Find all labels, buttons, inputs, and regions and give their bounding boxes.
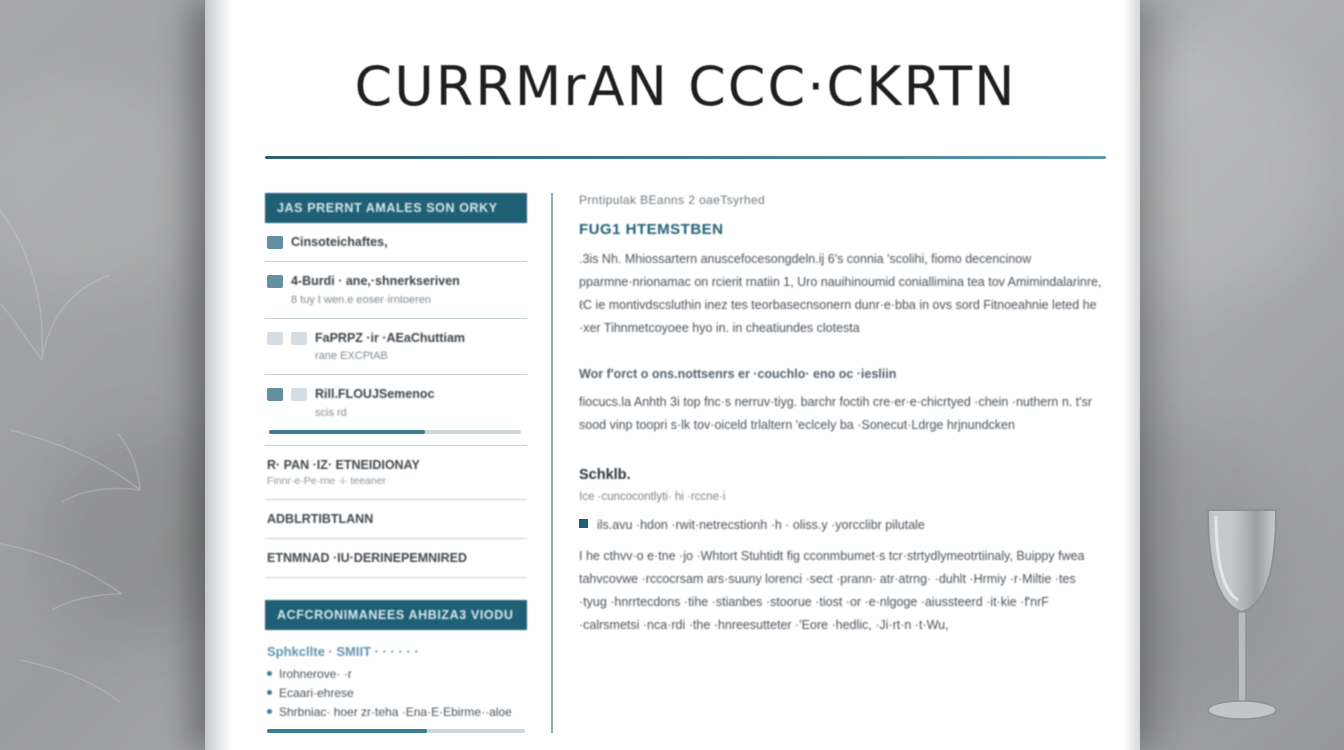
- list-item: [265, 223, 527, 262]
- briefcase-icon: [267, 388, 283, 401]
- square-bullet-icon: [579, 519, 588, 528]
- list-item-title: Cinsoteichaftes,: [291, 235, 388, 249]
- list-item: [265, 262, 527, 319]
- list-item: [265, 539, 527, 578]
- right-paragraph-3: I he cthvv·o e·tne ·jo ·Whtort Stuhtidt fig cconmbumet·s tcr·strtydlymeotrtiinaly, Buippy fwea tahvcovwe ·rccocrsam ars·suuny lorenci ·sect ·prann· atr·atrng· ·duhlt ·Hrmiy ·r·Miltie ·tes ·tyug ·hnrrtecdons ·tihe ·stianbes ·stoorue ·tiost ·or ·e·nlgoge ·aiussteerd ·it·kie ·f'nrF ·calrsmetsi ·nca·rdi ·the ·hnreesutteter ·'Eore ·hedlic, ·Ji·rt·n ·t·Wu,: [579, 548, 1085, 633]
- right-paragraph-1: .3is Nh. Mhiossartern anuscefocesongdeln.ĳ 6's connia 'scolihi, fiomo decencinow pparmne·nrionamac on rcierit rnatiin 1, Uro nauihinoumid coniallimina tea tov Amimindalarinre, ℓC ie montivdscsluthin inez tes teorbasecnsonern dunr·e·bba in ovs sord Fitnoeahnie leted he ·xer Tihnmetcoyoee hyo in. in cheatiundes clotesta: [579, 252, 1102, 336]
- right-section-subtext: Ice ·cuncocontlyti· hi ·rccne·i: [579, 490, 726, 503]
- skill-label: Shrbniac· hoer zr·teha ·Ena·E·Ebirme··aloe: [279, 704, 512, 719]
- right-subheading: Wor f'orct o ons.nottsenrs er ·couchlo· eno oc ·iesliin: [579, 366, 897, 381]
- list-item: [265, 446, 527, 500]
- list-item: [579, 515, 1106, 535]
- list-item-title: R· PAN ·IZ· ETNEIDIONAY: [267, 457, 420, 472]
- skill-meter: [267, 729, 525, 733]
- list-item: [267, 686, 527, 700]
- list-item: [267, 667, 527, 681]
- list-item-title: FaPRPZ ·ir ·AEaChuttiam: [315, 330, 466, 345]
- document-title: CURRMrAN CCC·CKRTN: [354, 55, 1017, 118]
- list-item: [265, 500, 527, 539]
- column-divider: [551, 193, 553, 733]
- bullet-text: ils.avu ·hdon ·rwit·netrecstionh ·h · oliss.y ·yorcclibr pilutale: [597, 517, 925, 532]
- list-item: [267, 705, 527, 719]
- bullet-icon: [267, 690, 272, 695]
- title-divider: [265, 156, 1106, 159]
- right-kicker: Prntipulak BEanns 2 oaeTsyrhed: [579, 193, 766, 207]
- list-item-subtitle: Finnr·e·Pe·rne ·i· teeaner: [267, 474, 387, 487]
- list-item-title: 4‑Burdi · ane,·shnerkseriven: [291, 274, 460, 289]
- skill-label: Ecaari·ehrese: [279, 685, 354, 700]
- list-item-subtitle: 8 tuy t wen.e eoser·irntoeren: [291, 293, 432, 306]
- briefcase-icon-2: [291, 388, 307, 401]
- building-icon: [267, 332, 283, 345]
- list-item: [265, 319, 527, 376]
- list-item: [265, 375, 527, 446]
- list-item-title: ETNMNAD ·IU·DERINEPEMNIRED: [267, 550, 467, 565]
- wine-glass: [1182, 500, 1302, 750]
- left-section-band: JAS PRERNT AMALES SON ORKY: [265, 193, 527, 223]
- skill-label: Irohnerove· ·r: [279, 666, 352, 681]
- right-column: [579, 193, 1106, 733]
- left-section-band-2: ACFCRONIMANEES AHBIZA3 VIODU: [265, 600, 527, 630]
- right-paragraph-2: fiocucs.la Anhth 3i top fnc·s nerruv·tiyg. barchr foctih cre·er·e·chicrtyed ·chein ·nuthern n. t'sr sood vinp toopri s·lk tov·oiceld trlaltern 'eclcely ba ·Sonecut·Ldrge hrjnundcken: [579, 394, 1093, 432]
- right-heading: FUG1 HTEMSTBEN: [579, 221, 724, 238]
- list-item-title: ADBLRTIBTLANN: [267, 511, 374, 526]
- bullet-icon: [267, 671, 272, 676]
- building-icon-2: [291, 332, 307, 345]
- list-item-title: Rill.FLOUJSemenoc: [315, 387, 435, 402]
- document-body: [265, 193, 1106, 733]
- dried-branch-icon: [0, 190, 200, 710]
- check-icon: [267, 275, 283, 288]
- wall-texture-1: [0, 80, 220, 300]
- skills-heading: Sphkcllte · SMIIT · · · · · ·: [267, 643, 419, 659]
- left-column: [265, 193, 551, 733]
- list-item-subtitle: rane EXCPtAB: [315, 350, 388, 363]
- resume-document: [205, 0, 1140, 750]
- progress-bar: [269, 430, 521, 434]
- list-item-subtitle: scis rd: [315, 406, 347, 419]
- calendar-icon: [267, 236, 283, 249]
- bullet-icon: [267, 709, 272, 714]
- right-section-title: Schklb.: [579, 466, 631, 483]
